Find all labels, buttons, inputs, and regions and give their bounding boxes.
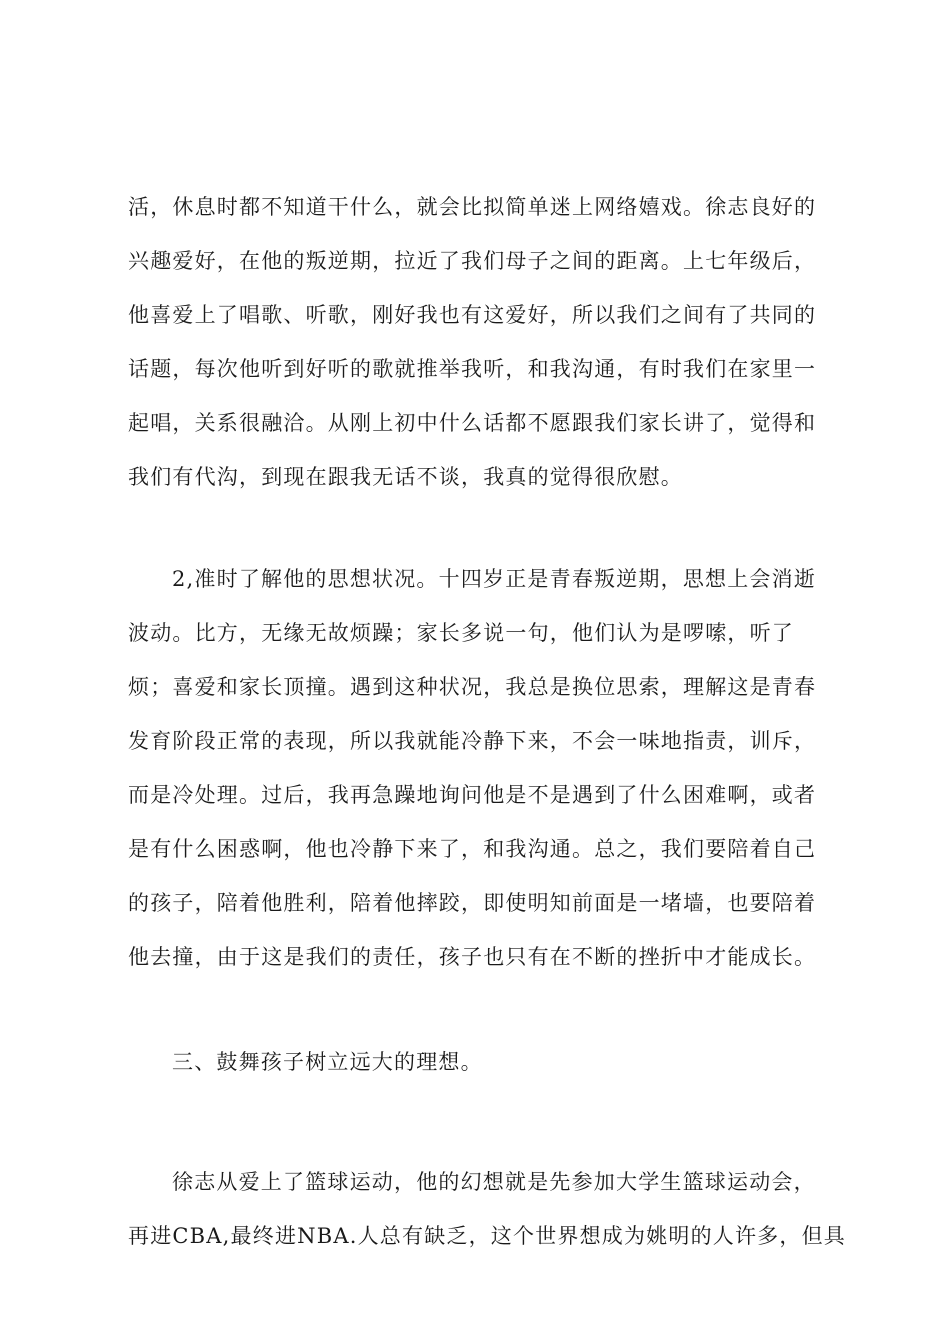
text-line: 而是冷处理。过后，我再急躁地询问他是不是遇到了什么困难啊，或者 [128,783,817,807]
text-line: 发育阶段正常的表现，所以我就能冷静下来，不会一味地指责，训斥， [128,729,817,753]
text-line: 徐志从爱上了篮球运动，他的幻想就是先参加大学生篮球运动会， [172,1170,816,1194]
section-heading [128,1035,828,1089]
text-line: 活，休息时都不知道干什么，就会比拟简单迷上网络嬉戏。徐志良好的 [128,195,817,219]
section-heading-text: 三、鼓舞孩子树立远大的理想。 [172,1050,483,1074]
text-line: 波动。比方，无缘无故烦躁；家长多说一句，他们认为是啰嗦，听了 [128,621,794,645]
text-line: 2,准时了解他的思想状况。十四岁正是青春叛逆期，思想上会消逝 [172,567,817,591]
text-line: 再进CBA,最终进NBA.人总有缺乏，这个世界想成为姚明的人许多，但具 [128,1224,846,1248]
text-line: 起唱，关系很融洽。从刚上初中什么话都不愿跟我们家长讲了，觉得和 [128,411,817,435]
text-line: 烦；喜爱和家长顶撞。遇到这种状况，我总是换位思索，理解这是青春 [128,675,817,699]
text-line: 他去撞，由于这是我们的责任，孩子也只有在不断的挫折中才能成长。 [128,945,817,969]
text-line: 话题，每次他听到好听的歌就推举我听，和我沟通，有时我们在家里一 [128,357,817,381]
text-line: 的孩子，陪着他胜利，陪着他摔跤，即使明知前面是一堵墙，也要陪着 [128,891,817,915]
text-line: 他喜爱上了唱歌、听歌，刚好我也有这爱好，所以我们之间有了共同的 [128,303,817,327]
text-line: 我们有代沟，到现在跟我无话不谈，我真的觉得很欣慰。 [128,465,683,489]
text-line: 是有什么困惑啊，他也冷静下来了，和我沟通。总之，我们要陪着自己 [128,837,817,861]
paragraph-continuation [128,180,828,504]
text-line: 兴趣爱好，在他的叛逆期，拉近了我们母子之间的距离。上七年级后， [128,249,817,273]
paragraph-point-2 [128,552,828,984]
paragraph-section-3 [128,1155,846,1263]
